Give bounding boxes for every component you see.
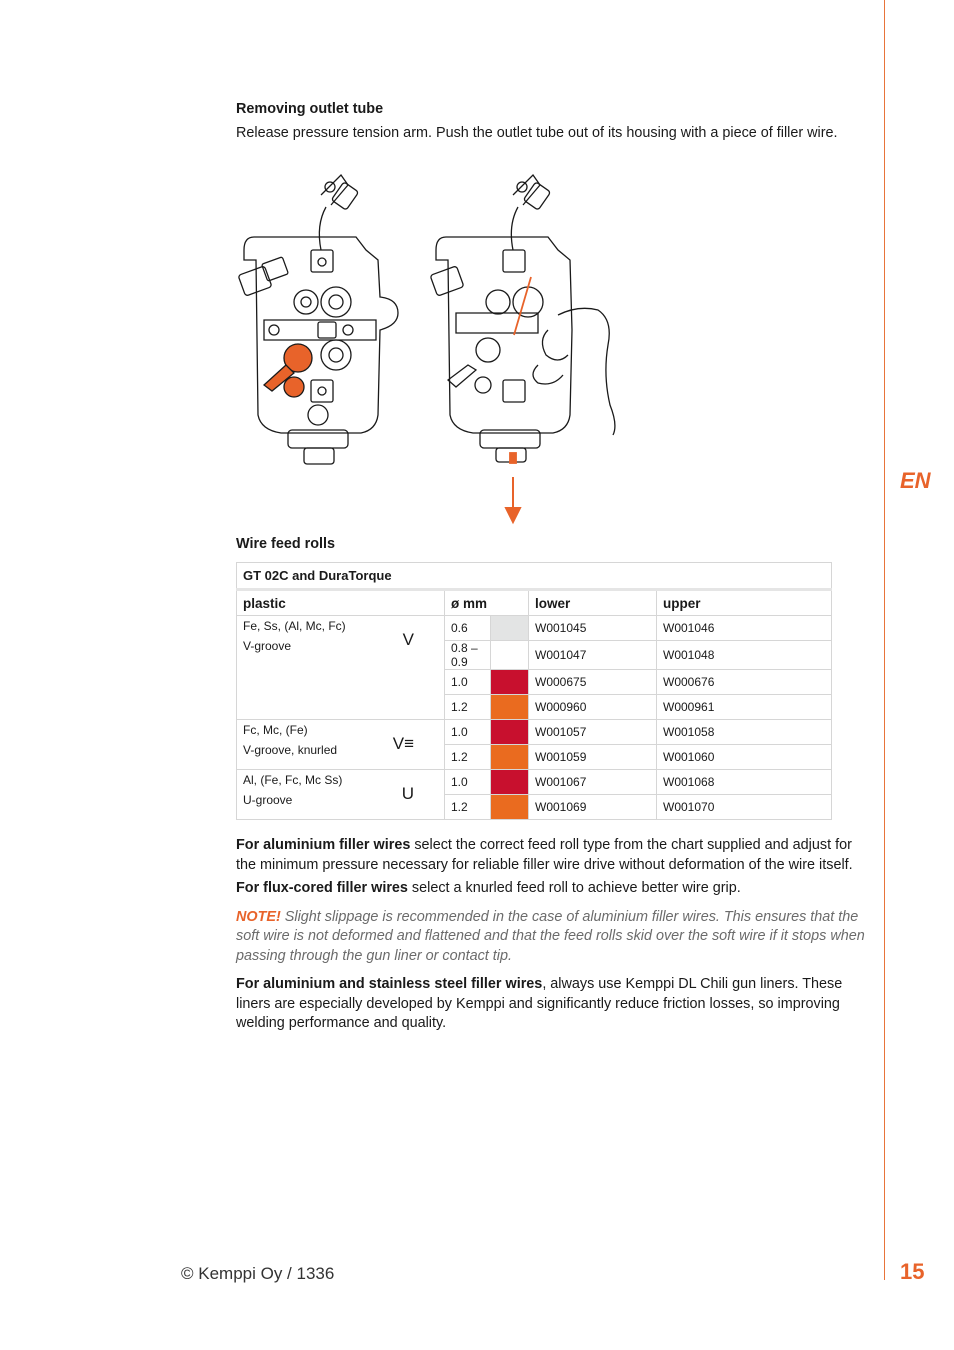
diameter-cell: 0.8 – 0.9 [445,641,491,670]
liner-text: , always use Kemppi DL Chili gun liners. These liners are especially developed by Kemppi and significantly reduce friction losses, so improving welding performance and quality. [236,976,843,1031]
lower-code-cell: W001067 [529,770,657,795]
footer-copyright: © Kemppi Oy / 1336 [181,1264,335,1283]
table-title: GT 02C and DuraTorque [237,563,832,590]
groove-symbol-icon: V [402,630,414,649]
lower-code-cell: W000675 [529,670,657,695]
color-swatch [491,695,529,720]
liner-bold: For aluminium and stainless steel filler wires [236,976,543,992]
color-swatch [491,720,529,745]
upper-code-cell: W001070 [657,795,832,820]
upper-code-cell: W001058 [657,720,832,745]
roll-type-cell [237,720,445,770]
lower-code-cell: W001057 [529,720,657,745]
color-swatch [491,616,529,641]
lower-code-cell: W001069 [529,795,657,820]
flux-cored-text: select a knurled feed roll to achieve better wire grip. [407,880,741,896]
color-swatch [491,770,529,795]
diameter-cell: 1.0 [445,670,491,695]
wire-feed-mechanism-illustration [236,165,636,530]
upper-code-cell: W001060 [657,745,832,770]
roll-materials: Fc, Mc, (Fe) [243,723,308,737]
table-row [237,770,832,795]
upper-code-cell: W000676 [657,670,832,695]
roll-groove: V-groove [243,639,292,653]
color-swatch [491,670,529,695]
diameter-cell: 1.0 [445,720,491,745]
upper-code-cell: W001046 [657,616,832,641]
table-row [237,720,832,745]
diameter-cell: 1.2 [445,745,491,770]
roll-materials: Fe, Ss, (Al, Mc, Fc) [243,619,346,633]
lower-code-cell: W001045 [529,616,657,641]
roll-type-cell [237,770,445,820]
roll-groove: U-groove [243,793,293,807]
note-tag: NOTE! [236,908,281,925]
table-title-row [237,563,832,590]
header-mm: ø mm [445,590,529,616]
diameter-cell: 1.2 [445,695,491,720]
instructions [236,836,866,1034]
flux-cored-bold: For flux-cored filler wires [236,880,408,896]
aluminium-text: select the correct feed roll type from the chart supplied and adjust for the minimum pressure necessary for reliable filler wire drive without deformation of the wire itself. [236,837,853,873]
removing-title: Removing outlet tube [236,101,384,117]
upper-code-cell: W000961 [657,695,832,720]
lower-code-cell: W001047 [529,641,657,670]
upper-code-cell: W001068 [657,770,832,795]
wire-feed-title: Wire feed rolls [236,536,336,552]
diameter-cell: 1.2 [445,795,491,820]
removing-text: Release pressure tension arm. Push the outlet tube out of its housing with a piece of filler wire. [236,124,838,141]
diameter-cell: 1.0 [445,770,491,795]
pressure-arm-highlight [264,344,312,397]
language-tab: EN [900,468,931,493]
diameter-cell: 0.6 [445,616,491,641]
aluminium-paragraph [236,836,866,875]
lower-code-cell: W000960 [529,695,657,720]
liner-paragraph [236,975,866,1034]
header-plastic: plastic [237,590,445,616]
header-lower: lower [529,590,657,616]
page-number: 15 [900,1259,925,1284]
color-swatch [491,795,529,820]
table-row [237,616,832,641]
side-rule [884,0,885,1280]
color-swatch [491,641,529,670]
aluminium-bold: For aluminium filler wires [236,837,411,853]
upper-code-cell: W001048 [657,641,832,670]
groove-symbol-icon: U [401,784,414,803]
groove-symbol-icon: V≡ [392,734,414,753]
feeder-unit-right [430,175,615,462]
roll-groove: V-groove, knurled [243,743,338,757]
note-paragraph [236,908,866,967]
flux-cored-paragraph [236,879,866,899]
feeder-unit-left [238,175,398,464]
removing-section [236,100,866,143]
color-swatch [491,745,529,770]
lower-code-cell: W001059 [529,745,657,770]
wire-feed-rolls-table [236,562,832,820]
roll-materials: Al, (Fe, Fc, Mc Ss) [243,773,343,787]
header-upper: upper [657,590,832,616]
table-header-row [237,590,832,616]
roll-type-cell [237,616,445,720]
push-direction-arrow [506,477,520,522]
note-text: Slight slippage is recommended in the case of aluminium filler wires. This ensures that the soft wire is not deformed and flattened and that the feed rolls skid over the soft wire if it stops when passing through the gun liner or contact tip. [236,908,865,964]
